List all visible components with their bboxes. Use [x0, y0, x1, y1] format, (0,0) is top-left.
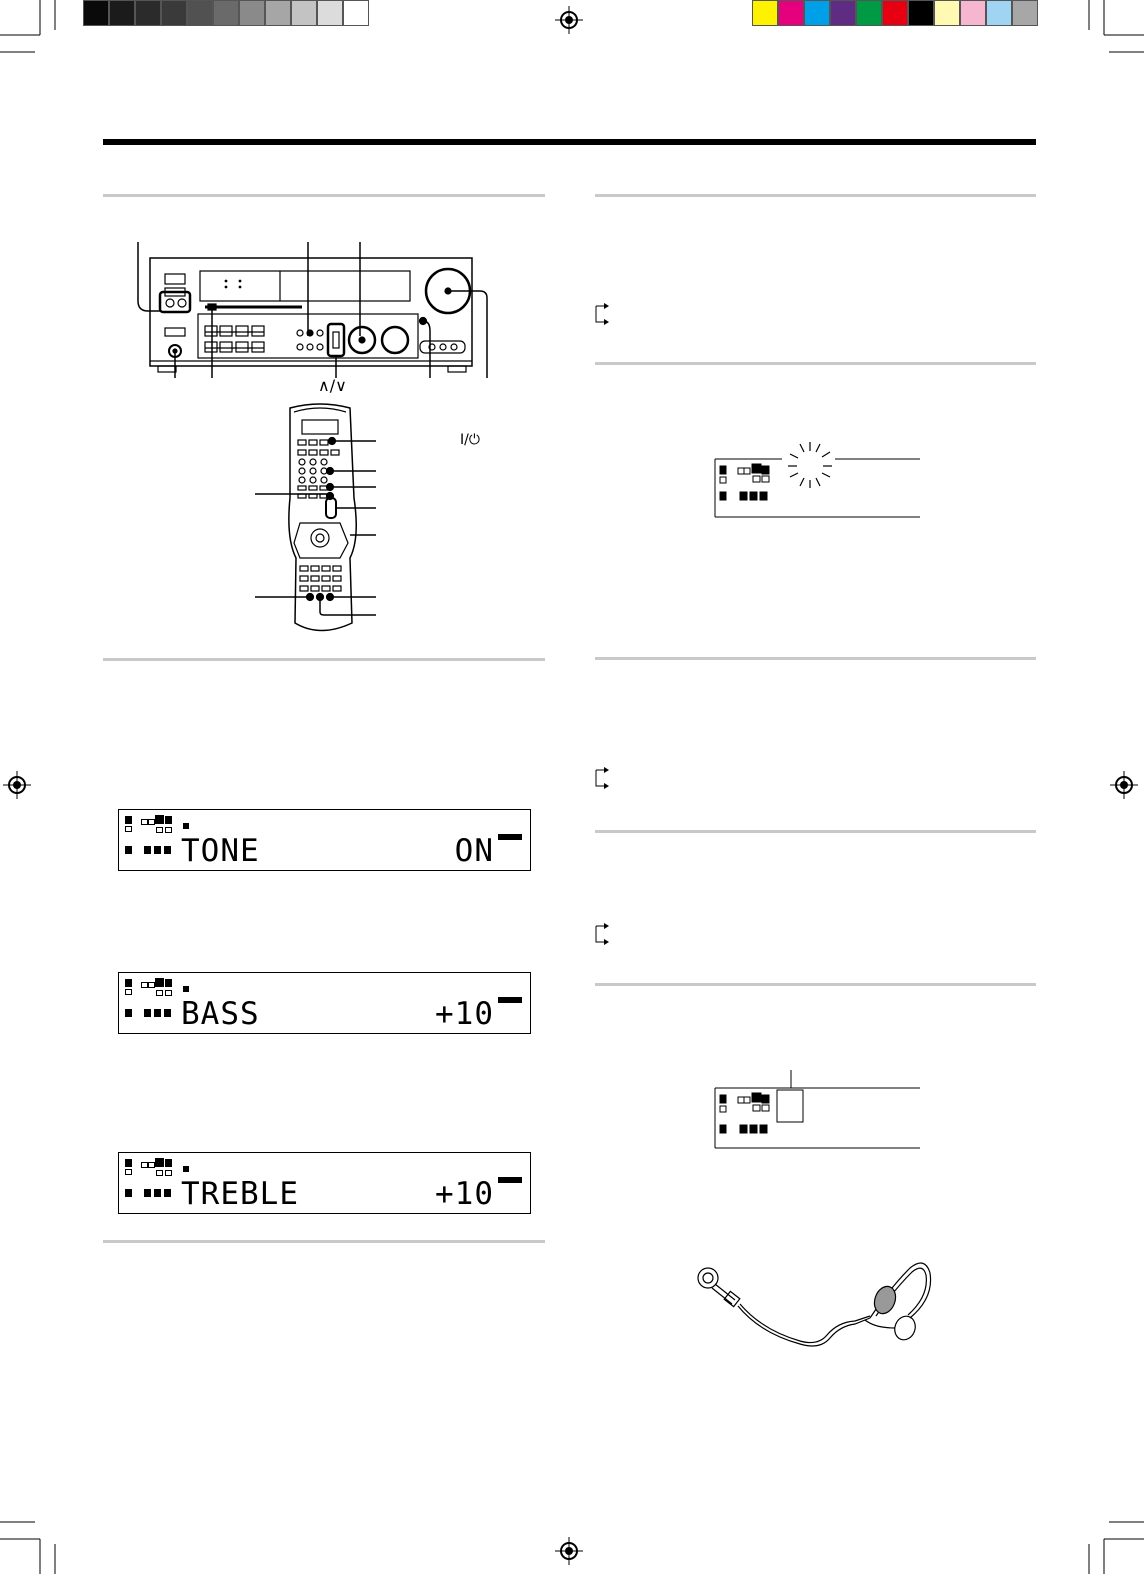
section-rule [595, 983, 1036, 986]
section-rule [595, 657, 1036, 660]
remote-control-illustration [250, 398, 390, 638]
lcd-display-treble [118, 1152, 531, 1214]
section-rule [595, 194, 1036, 197]
lcd-level-bar [498, 834, 522, 840]
arrow-indicator [592, 920, 612, 950]
lcd-text-left: TREBLE [181, 1176, 299, 1212]
arrow-indicator [592, 764, 612, 794]
partial-display-blinking [710, 440, 925, 522]
section-rule [595, 362, 1036, 365]
lcd-text-right: ON [454, 833, 494, 869]
lcd-level-bar [498, 1177, 522, 1183]
section-rule [595, 830, 1036, 833]
partial-display-indicator [710, 1068, 925, 1154]
lcd-display-tone [118, 809, 531, 871]
section-rule [103, 194, 545, 197]
lcd-text-left: TONE [181, 833, 260, 869]
up-down-arrow-label: ∧/∨ [318, 376, 347, 395]
arrow-indicator [592, 300, 612, 330]
lcd-text-left: BASS [181, 996, 260, 1032]
lcd-text-right: +10 [435, 1176, 494, 1212]
lcd-level-bar [498, 997, 522, 1003]
lcd-text-right: +10 [435, 996, 494, 1032]
section-rule [103, 1240, 545, 1243]
receiver-front-panel-illustration [130, 236, 500, 386]
registration-mark-bottom [555, 1537, 583, 1565]
registration-mark-top [555, 6, 583, 34]
header-rule [103, 139, 1036, 145]
registration-mark-left [3, 771, 31, 799]
section-rule [103, 658, 545, 661]
headphones-illustration [690, 1258, 940, 1358]
lcd-display-bass [118, 972, 531, 1034]
remote-power-label: I/⏻ [460, 432, 480, 448]
registration-mark-right [1110, 771, 1138, 799]
